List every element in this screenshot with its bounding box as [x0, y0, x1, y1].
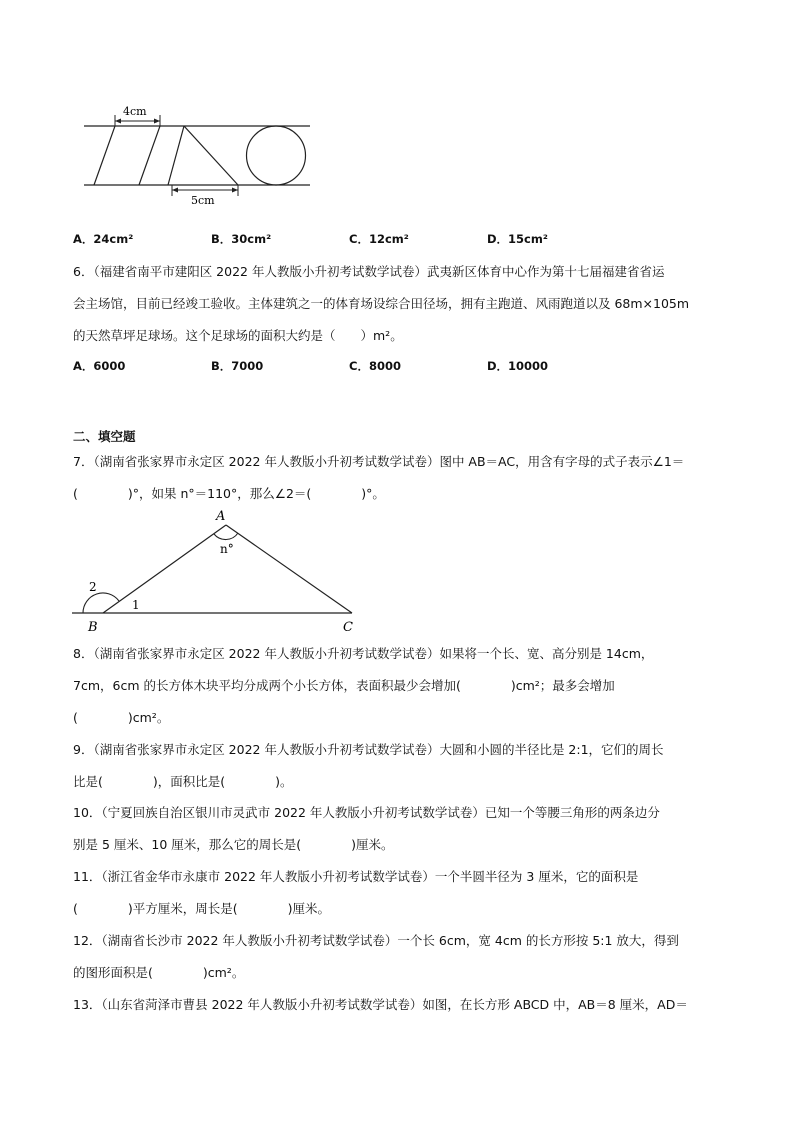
- dim-5cm-arrowhead-left: [172, 188, 178, 193]
- isosceles-triangle-figure: [66, 505, 366, 635]
- angle-n-label: n°: [220, 542, 234, 556]
- circle-shape: [247, 126, 306, 185]
- angle-1-label: 1: [132, 598, 140, 612]
- q11-line-2: ( )平方厘米，周长是( )厘米。: [73, 901, 331, 916]
- parallelogram-left-side: [94, 126, 115, 185]
- q10-line-1: 10．（宁夏回族自治区银川市灵武市 2022 年人教版小升初考试数学试卷）已知一个等腰三角形的两条边分: [73, 805, 660, 820]
- side-ab: [103, 525, 226, 613]
- q11-line-1: 11．（浙江省金华市永康市 2022 年人教版小升初考试数学试卷）一个半圆半径为 3 厘米，它的面积是: [73, 869, 639, 884]
- parallelogram-right-side: [139, 126, 160, 185]
- q6-option-b: B．7000: [211, 359, 264, 373]
- vertex-label-b: B: [88, 620, 98, 635]
- q13-line-1: 13．（山东省菏泽市曹县 2022 年人教版小升初考试数学试卷）如图，在长方形 ABCD 中，AB＝8 厘米，AD＝: [73, 997, 688, 1012]
- q5-option-b: B．30cm²: [211, 232, 272, 246]
- q12-line-2: 的图形面积是( )cm²。: [73, 965, 245, 980]
- q8-line-2: 7cm，6cm 的长方体木块平均分成两个小长方体，表面积最少会增加( )cm²；最多会增加: [73, 678, 615, 693]
- q9-line-1: 9．（湖南省张家界市永定区 2022 年人教版小升初考试数学试卷）大圆和小圆的半径比是 2:1，它们的周长: [73, 742, 664, 757]
- q5-option-a: A．24cm²: [73, 232, 134, 246]
- vertex-label-c: C: [343, 620, 353, 635]
- q6-option-a: A．6000: [73, 359, 126, 373]
- triangle-left-side: [168, 126, 184, 185]
- q6-line-3: 的天然草坪足球场。这个足球场的面积大约是（ ）m²。: [73, 328, 403, 343]
- dim-5cm-label: 5cm: [191, 194, 215, 207]
- q5-option-d: D．15cm²: [487, 232, 548, 246]
- q6-line-1: 6．（福建省南平市建阳区 2022 年人教版小升初考试数学试卷）武夷新区体育中心作为第十七届福建省省运: [73, 264, 665, 279]
- angle-n-arc: [214, 533, 238, 540]
- q8-line-3: ( )cm²。: [73, 710, 170, 725]
- q7-line-2: ( )°，如果 n°＝110°，那么∠2＝( )°。: [73, 486, 385, 501]
- section-title-fill-in: 二、填空题: [73, 429, 136, 444]
- shapes-between-parallel-lines-figure: [80, 100, 320, 210]
- vertex-label-a: A: [216, 509, 226, 524]
- q8-line-1: 8．（湖南省张家界市永定区 2022 年人教版小升初考试数学试卷）如果将一个长、宽、高分别是 14cm，: [73, 646, 654, 661]
- q10-line-2: 别是 5 厘米、10 厘米，那么它的周长是( )厘米。: [73, 837, 394, 852]
- q6-line-2: 会主场馆，目前已经竣工验收。主体建筑之一的体育场设综合田径场，拥有主跑道、风雨跑道以及 68m×105m: [73, 296, 690, 311]
- angle-2-arc: [83, 593, 119, 613]
- q5-option-c: C．12cm²: [349, 232, 409, 246]
- q12-line-1: 12．（湖南省长沙市 2022 年人教版小升初考试数学试卷）一个长 6cm，宽 4cm 的长方形按 5:1 放大，得到: [73, 933, 679, 948]
- dim-5cm-arrowhead-right: [232, 188, 238, 193]
- q6-option-d: D．10000: [487, 359, 549, 373]
- q9-line-2: 比是( )，面积比是( )。: [73, 774, 293, 789]
- q6-option-c: C．8000: [349, 359, 401, 373]
- dim-4cm-label: 4cm: [123, 105, 147, 118]
- side-ac: [226, 525, 352, 613]
- dim-4cm-arrowhead-left: [115, 119, 121, 124]
- dim-4cm-arrowhead-right: [154, 119, 160, 124]
- q7-line-1: 7．（湖南省张家界市永定区 2022 年人教版小升初考试数学试卷）图中 AB＝AC，用含有字母的式子表示∠1＝: [73, 454, 685, 469]
- angle-2-label: 2: [89, 580, 97, 594]
- triangle-hypotenuse: [184, 126, 238, 185]
